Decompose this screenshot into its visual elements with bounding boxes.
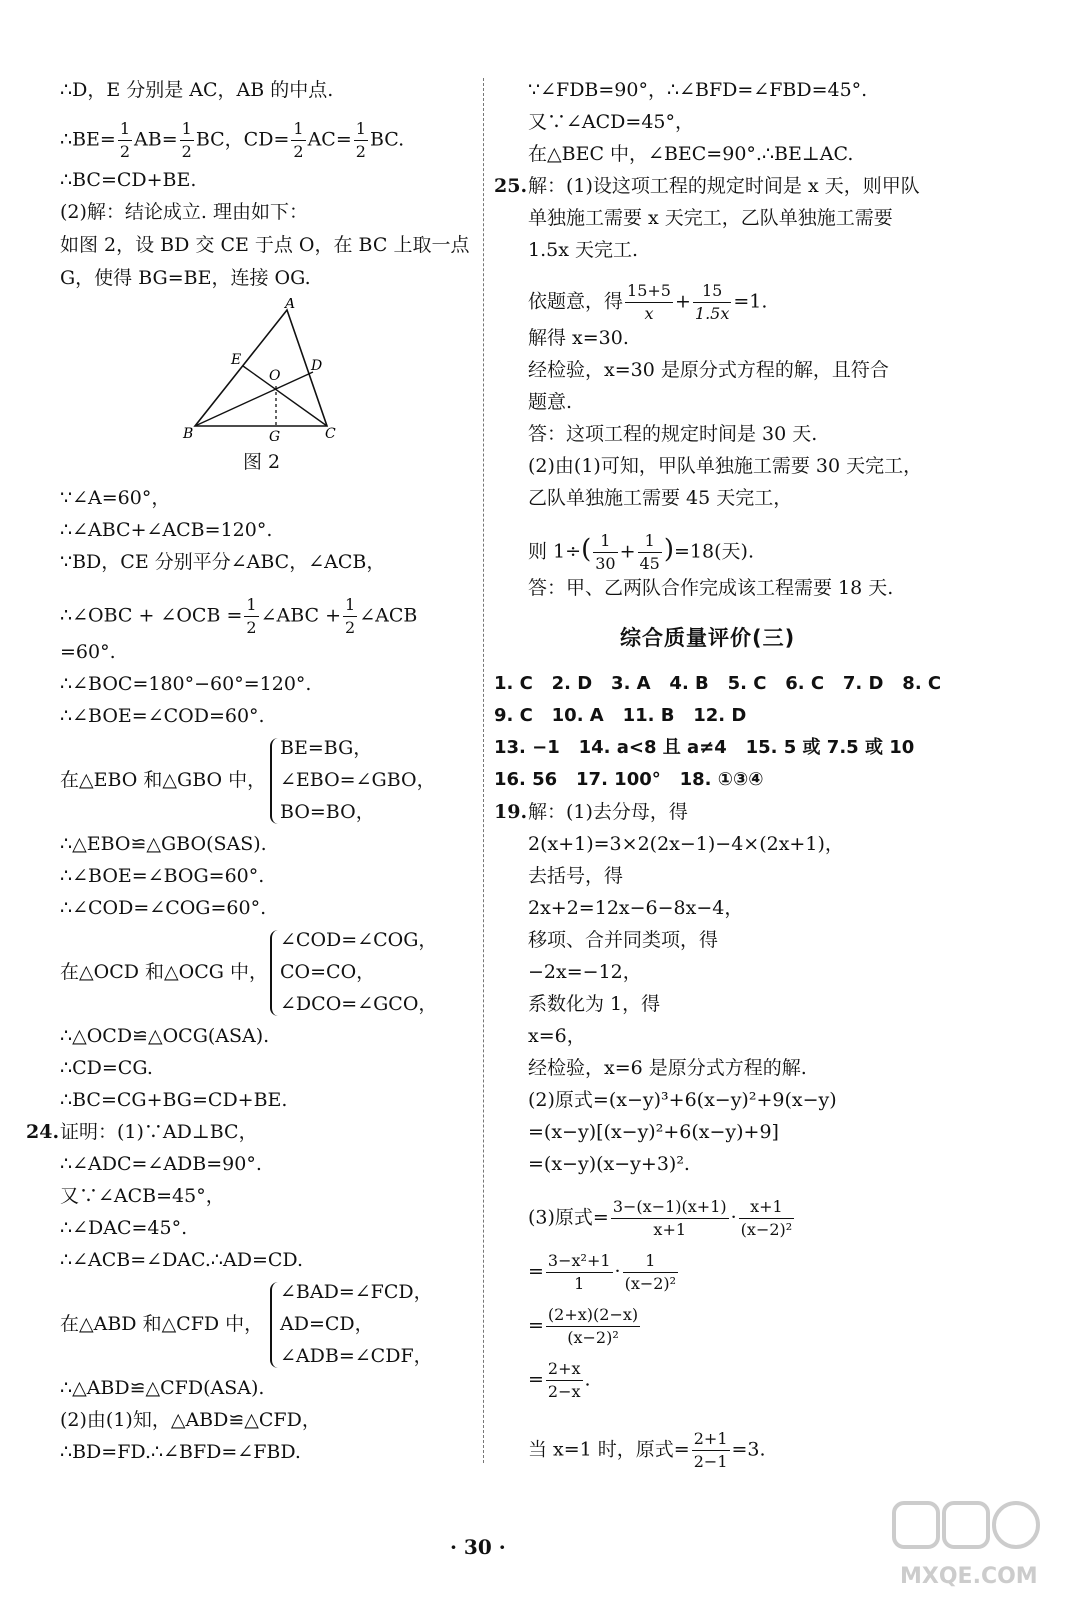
- text-line: ∴∠BOE=∠BOG=60°.: [60, 865, 265, 887]
- label-g: G: [269, 429, 281, 445]
- text-line: 答：甲、乙两队合作完成该工程需要 18 天.: [528, 577, 894, 599]
- text-line: =(x−y)[(x−y)²+6(x−y)+9]: [528, 1121, 779, 1143]
- text-line: G，使得 BG=BE，连接 OG.: [60, 267, 311, 289]
- system-prefix: 在△ABD 和△CFD 中，: [60, 1313, 264, 1335]
- system-line: ∠BAD=∠FCD，: [280, 1281, 433, 1303]
- text-line: 1.5x 天完工.: [528, 239, 639, 261]
- text-line: x=6，: [528, 1025, 586, 1047]
- brace: [270, 930, 278, 1016]
- text-line: ∴△OCD≌△OCG(ASA).: [60, 1025, 270, 1047]
- text-line: ∴∠ACB=∠DAC.∴AD=CD.: [60, 1249, 304, 1271]
- text-line: ∴BC=CG+BG=CD+BE.: [60, 1089, 288, 1111]
- text-line: 解：(1)设这项工程的规定时间是 x 天，则甲队: [528, 175, 920, 197]
- label-e: E: [231, 352, 242, 368]
- system-line: ∠ADB=∠CDF，: [280, 1345, 433, 1367]
- question-number: 25.: [494, 175, 528, 197]
- text-line: 2(x+1)=3×2(2x−1)−4×(2x+1)，: [528, 833, 844, 855]
- text-line: =60°.: [60, 641, 116, 663]
- answer-row: 16. 56 17. 100° 18. ①③④: [494, 769, 764, 790]
- math-line: 依题意，得 $\frac{15+5}{x}$ + $\frac{15}{1.5x}$ =1.: [528, 281, 768, 323]
- text-line: 解：(1)去分母，得: [528, 801, 688, 823]
- label-a: A: [285, 298, 296, 312]
- text-line: 如图 2，设 BD 交 CE 于点 O，在 BC 上取一点: [60, 234, 470, 256]
- system-prefix: 在△OCD 和△OCG 中，: [60, 961, 268, 983]
- label-c: C: [325, 426, 336, 442]
- system-prefix: 在△EBO 和△GBO 中，: [60, 769, 267, 791]
- answer-row: 9. C 10. A 11. B 12. D: [494, 705, 747, 726]
- text-line: 又∵∠ACD=45°，: [528, 111, 695, 133]
- math-line: ∴BE= $\frac{1}{2}$ AB= $\frac{1}{2}$ BC，CD= $\frac{1}{2}$ AC= $\frac{1}{2}$ BC.: [60, 119, 405, 161]
- text-line: 2x+2=12x−6−8x−4，: [528, 897, 744, 919]
- text-line: 又∵∠ACB=45°，: [60, 1185, 225, 1207]
- text-line: ∴D，E 分别是 AC，AB 的中点.: [60, 79, 334, 101]
- label-o: O: [269, 368, 281, 384]
- text-line: ∵∠A=60°，: [60, 487, 171, 509]
- text-line: ∴△EBO≌△GBO(SAS).: [60, 833, 267, 855]
- figure-caption: 图 2: [243, 451, 281, 473]
- section-title: 综合质量评价(三): [620, 626, 796, 650]
- answer-row: 1. C 2. D 3. A 4. B 5. C 6. C 7. D 8. C: [494, 673, 942, 694]
- text-line: (2)解：结论成立. 理由如下：: [60, 201, 308, 223]
- math-line: (3)原式= $\frac{3-(x-1)(x+1)}{x+1}$ · $\frac{x+1}{\text{(x−2)²}}$: [528, 1197, 793, 1239]
- system-line: BE=BG，: [280, 737, 373, 759]
- math-line: = $\frac{2+x}{2-x}$ .: [528, 1359, 591, 1401]
- question-number: 24.: [26, 1121, 60, 1143]
- text-line: 证明：(1)∵AD⊥BC，: [60, 1121, 258, 1143]
- page-number: · 30 ·: [450, 1535, 506, 1559]
- text-line: (2)由(1)可知，甲队单独施工需要 30 天完工，: [528, 455, 923, 477]
- text-line: =(x−y)(x−y+3)².: [528, 1153, 690, 1175]
- text-line: 乙队单独施工需要 45 天完工，: [528, 487, 793, 509]
- text-line: ∴BC=CD+BE.: [60, 169, 197, 191]
- text-line: ∴∠DAC=45°.: [60, 1217, 188, 1239]
- label-d: D: [311, 358, 323, 374]
- system-line: CO=CO，: [280, 961, 376, 983]
- svg-text:MXQE.COM: MXQE.COM: [900, 1564, 1038, 1589]
- system-line: ∠EBO=∠GBO，: [280, 769, 436, 791]
- watermark-logo: [888, 1497, 1048, 1592]
- brace: [270, 1282, 278, 1368]
- math-line: = $\frac{\text{3−x²+1}}{1}$ · $\frac{1}{\text{(x−2)²}}$: [528, 1251, 677, 1293]
- text-line: ∴CD=CG.: [60, 1057, 153, 1079]
- math-line: = $\frac{(2+x)(2-x)}{\text{(x−2)²}}$: [528, 1305, 639, 1347]
- text-line: 单独施工需要 x 天完工，乙队单独施工需要: [528, 207, 893, 229]
- triangle-figure: [175, 298, 345, 448]
- text-line: ∴∠ABC+∠ACB=120°.: [60, 519, 273, 541]
- column-divider: [483, 78, 484, 1463]
- text-line: 题意.: [528, 391, 573, 413]
- text-line: ∴∠BOC=180°−60°=120°.: [60, 673, 312, 695]
- text-line: 答：这项工程的规定时间是 30 天.: [528, 423, 818, 445]
- text-line: 移项、合并同类项，得: [528, 929, 719, 951]
- text-line: (2)原式=(x−y)³+6(x−y)²+9(x−y): [528, 1089, 837, 1111]
- text-line: ∵∠FDB=90°，∴∠BFD=∠FBD=45°.: [528, 79, 868, 101]
- text-line: ∵BD，CE 分别平分∠ABC，∠ACB，: [60, 551, 386, 573]
- text-line: 解得 x=30.: [528, 327, 629, 349]
- text-line: ∴∠ADC=∠ADB=90°.: [60, 1153, 262, 1175]
- text-line: 去括号，得: [528, 865, 624, 887]
- system-line: AD=CD，: [280, 1313, 374, 1335]
- text-line: ∴∠BOE=∠COD=60°.: [60, 705, 265, 727]
- text-line: ∴BD=FD.∴∠BFD=∠FBD.: [60, 1441, 301, 1463]
- math-line: 则 1÷( $\frac{1}{30}$ + $\frac{1}{45}$ )=18(天).: [528, 531, 754, 573]
- math-line: ∴∠OBC + ∠OCB = $\frac{1}{2}$ ∠ABC + $\frac{1}{2}$ ∠ACB: [60, 595, 418, 637]
- system-line: ∠COD=∠COG，: [280, 929, 438, 951]
- text-line: −2x=−12，: [528, 961, 642, 983]
- answer-row: 13. −1 14. a<8 且 a≠4 15. 5 或 7.5 或 10: [494, 737, 915, 758]
- system-line: BO=BO，: [280, 801, 375, 823]
- text-line: 经检验，x=6 是原分式方程的解.: [528, 1057, 807, 1079]
- label-b: B: [183, 426, 194, 442]
- text-line: ∴∠COD=∠COG=60°.: [60, 897, 267, 919]
- text-line: 在△BEC 中，∠BEC=90°.∴BE⊥AC.: [528, 143, 854, 165]
- system-line: ∠DCO=∠GCO，: [280, 993, 438, 1015]
- brace: [270, 738, 278, 824]
- text-line: ∴△ABD≌△CFD(ASA).: [60, 1377, 265, 1399]
- text-line: (2)由(1)知，△ABD≌△CFD，: [60, 1409, 321, 1431]
- text-line: 经检验，x=30 是原分式方程的解，且符合: [528, 359, 889, 381]
- question-number: 19.: [494, 801, 528, 823]
- text-line: 系数化为 1，得: [528, 993, 661, 1015]
- math-line: 当 x=1 时，原式= $\frac{2+1}{2-1}$ =3.: [528, 1429, 766, 1471]
